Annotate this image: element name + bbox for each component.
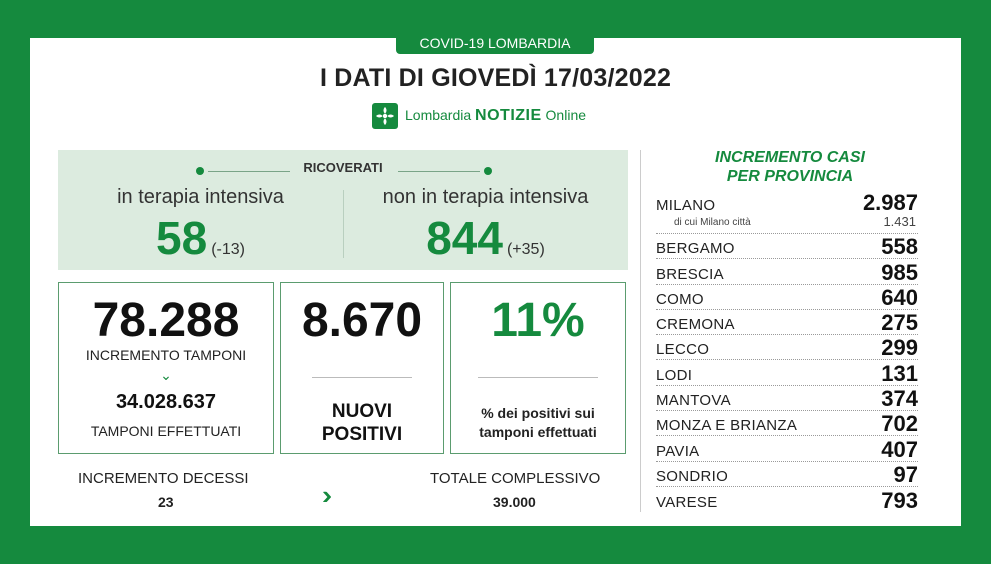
intensive-value: 58: [156, 212, 208, 264]
province-value: 131: [881, 360, 918, 386]
percent-label-line2: tamponi effettuati: [479, 424, 597, 440]
province-name: COMO: [656, 290, 704, 308]
province-value: 374: [881, 386, 918, 412]
milano-city-value: 1.431: [883, 214, 916, 229]
logo-suffix: Online: [545, 107, 587, 123]
province-name: LODI: [656, 366, 693, 384]
province-name: BRESCIA: [656, 265, 724, 283]
province-value: 299: [881, 335, 918, 361]
percent-box: [450, 282, 626, 454]
tamponi-total-label: TAMPONI EFFETTUATI: [90, 423, 242, 439]
percent-divider: [478, 377, 598, 378]
province-row-milano: [656, 191, 918, 234]
province-name: LECCO: [656, 341, 710, 359]
province-name: BERGAMO: [656, 240, 735, 258]
ricoverati-heading: RICOVERATI: [303, 160, 383, 175]
province-name: MANTOVA: [656, 392, 731, 410]
positivi-box: [280, 282, 444, 454]
lombardia-cross-icon: [372, 103, 398, 129]
province-row: [656, 360, 918, 385]
province-value: 640: [881, 284, 918, 310]
province-heading-line2: PER PROVINCIA: [726, 168, 854, 185]
totale-label: TOTALE COMPLESSIVO: [430, 470, 601, 487]
chevron-down-icon: ⌄: [160, 367, 172, 383]
positivi-label-line1: NUOVI: [331, 401, 393, 422]
positivi-label-line2: POSITIVI: [321, 424, 403, 445]
province-value: 2.987: [862, 190, 918, 215]
province-row: [656, 462, 918, 487]
intensive-col: [58, 186, 343, 265]
logo: [372, 102, 586, 130]
province-value: 275: [881, 310, 918, 336]
non-intensive-delta: (+35): [506, 241, 545, 258]
province-divider: [640, 150, 641, 512]
province-heading: [660, 148, 920, 186]
province-value: 793: [881, 488, 918, 514]
non-intensive-label: non in terapia intensiva: [382, 186, 589, 208]
province-value: 702: [881, 411, 918, 437]
province-list: [656, 191, 918, 512]
province-value: 407: [881, 436, 918, 462]
ricoverati-panel: [58, 150, 628, 270]
line-right: [398, 171, 480, 172]
province-name: VARESE: [656, 494, 718, 512]
province-name: MILANO: [656, 197, 716, 214]
percent-label-line1: % dei positivi sui: [481, 405, 595, 421]
intensive-label: in terapia intensiva: [117, 186, 284, 208]
milano-city-label: di cui Milano città: [674, 217, 751, 228]
positivi-divider: [312, 377, 412, 378]
province-name: SONDRIO: [656, 467, 729, 485]
decessi-value: 23: [158, 494, 174, 510]
non-intensive-col: [343, 186, 628, 265]
province-row: [656, 259, 918, 284]
tamponi-box: [58, 282, 274, 454]
province-row: [656, 487, 918, 512]
province-value: 985: [881, 259, 918, 285]
logo-main: NOTIZIE: [475, 107, 542, 124]
province-row: [656, 285, 918, 310]
province-name: PAVIA: [656, 442, 700, 460]
totale-value: 39.000: [493, 494, 536, 510]
page-title: I DATI DI GIOVEDÌ 17/03/2022: [319, 64, 672, 92]
positivi-value: 8.670: [301, 294, 423, 347]
chevrons-right-icon: ›››: [322, 480, 324, 510]
province-row: [656, 386, 918, 411]
header-tag: COVID-19 LOMBARDIA: [396, 32, 594, 54]
province-name: MONZA E BRIANZA: [656, 417, 798, 435]
logo-text: [405, 107, 586, 125]
province-row: [656, 234, 918, 259]
province-row: [656, 335, 918, 360]
intensive-delta: (-13): [211, 241, 245, 258]
province-value: 558: [881, 234, 918, 260]
province-value: 97: [893, 461, 918, 487]
dot-right: [484, 167, 492, 175]
province-row: [656, 436, 918, 461]
tamponi-increment-value: 78.288: [92, 294, 240, 347]
province-name: CREMONA: [656, 316, 735, 334]
percent-label: [451, 404, 625, 442]
non-intensive-value: 844: [426, 212, 503, 264]
tamponi-increment-label: INCREMENTO TAMPONI: [85, 347, 247, 363]
province-row: [656, 411, 918, 436]
province-row: [656, 310, 918, 335]
percent-value: 11%: [491, 294, 585, 347]
positivi-label: [281, 400, 443, 446]
logo-prefix: Lombardia: [405, 107, 472, 123]
tamponi-total-value: 34.028.637: [115, 391, 217, 413]
province-heading-line1: INCREMENTO CASI: [715, 149, 865, 166]
decessi-label: INCREMENTO DECESSI: [78, 470, 249, 487]
